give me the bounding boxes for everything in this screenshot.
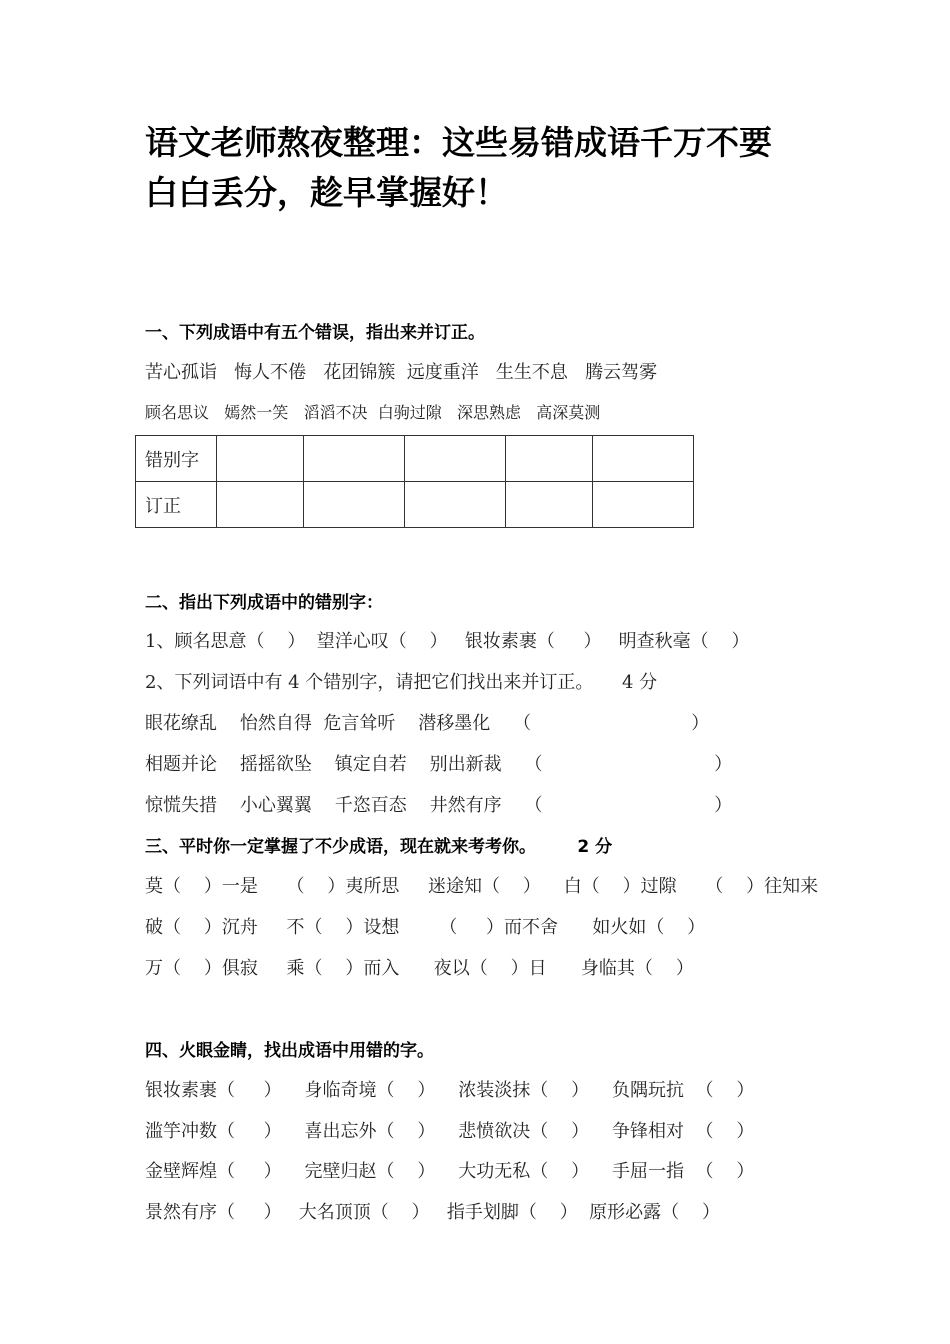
section4-row-4: 景然有序（ ） 大名顶顶（ ） 指手划脚（ ） 原形必露（ ） [145, 1202, 721, 1223]
section1-idiom-row-2: 顾名思议 嫣然一笑 滔滔不决 白驹过隙 深思熟虑 高深莫测 [145, 403, 601, 422]
table-cell[interactable] [217, 482, 304, 528]
table-cell[interactable] [405, 482, 506, 528]
section3-row-2: 破（ ）沉舟 不（ ）设想 （ ）而不舍 如火如（ ） [145, 917, 706, 938]
section4-row-3: 金壁辉煌（ ） 完壁归赵（ ） 大功无私（ ） 手屈一指 （ ） [145, 1161, 755, 1182]
section4-row-2: 滥竽冲数（ ） 喜出忘外（ ） 悲愤欲决（ ） 争锋相对 （ ） [145, 1121, 755, 1142]
table-cell[interactable] [304, 482, 405, 528]
section2-question-1: 1、顾名思意（ ） 望洋心叹（ ） 银妆素裹（ ） 明查秋毫（ ） [145, 631, 750, 652]
section4-heading: 四、火眼金睛，找出成语中用错的字。 [145, 1041, 434, 1061]
table-row [136, 436, 694, 482]
table-row-label-correct: 订正 [136, 482, 217, 528]
section1-heading: 一、下列成语中有五个错误，指出来并订正。 [145, 323, 485, 343]
correction-table [135, 435, 694, 528]
table-row [136, 482, 694, 528]
section1-idiom-row-1: 苦心孤诣 悔人不倦 花团锦簇 远度重洋 生生不息 腾云驾雾 [145, 362, 658, 383]
table-cell[interactable] [593, 482, 694, 528]
title-line-1: 语文老师熬夜整理：这些易错成语千万不要 [145, 123, 772, 162]
table-cell[interactable] [405, 436, 506, 482]
section4-row-1: 银妆素裹（ ） 身临奇境（ ） 浓装淡抹（ ） 负隅玩抗 （ ） [145, 1080, 755, 1101]
table-cell[interactable] [217, 436, 304, 482]
section2-row-1: 眼花缭乱 怡然自得 危言耸听 潜移墨化 （ ） [145, 713, 710, 734]
section2-heading: 二、指出下列成语中的错别字： [145, 593, 383, 613]
section2-row-2: 相题并论 摇摇欲坠 镇定自若 别出新裁 （ ） [145, 754, 733, 775]
table-cell[interactable] [506, 482, 593, 528]
table-cell[interactable] [506, 436, 593, 482]
page-title [145, 118, 845, 218]
table-row-label-wrong: 错别字 [136, 436, 217, 482]
section3-row-1: 莫（ ）一是 （ ）夷所思 迷途知（ ） 白（ ）过隙 （ ）往知来 [145, 876, 819, 897]
section3-row-3: 万（ ）俱寂 乘（ ）而入 夜以（ ）日 身临其（ ） [145, 958, 694, 979]
section2-row-3: 惊慌失措 小心翼翼 千恣百态 井然有序 （ ） [145, 795, 733, 816]
section3-heading: 三、平时你一定掌握了不少成语，现在就来考考你。 2 分 [145, 837, 613, 857]
table-cell[interactable] [593, 436, 694, 482]
title-line-2: 白白丢分，趁早掌握好！ [145, 173, 508, 212]
table-cell[interactable] [304, 436, 405, 482]
section2-question-2: 2、下列词语中有 4 个错别字，请把它们找出来并订正。 4 分 [145, 672, 658, 693]
